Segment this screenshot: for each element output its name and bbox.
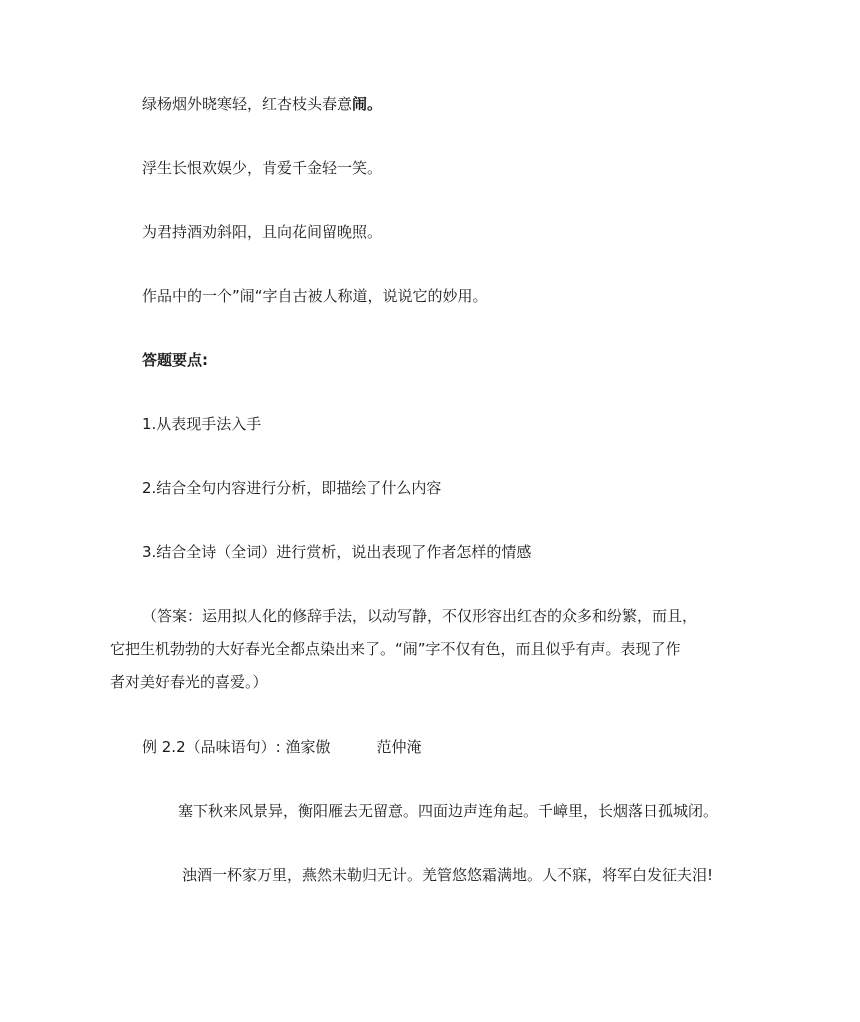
example-heading bbox=[142, 737, 421, 757]
poem-line-2: 浮生长恨欢娱少，肯爱千金轻一笑。 bbox=[142, 159, 383, 177]
poem-line-1-emphasis: 闹。 bbox=[352, 95, 383, 113]
example-poem-line-1: 塞下秋来风景异，衡阳雁去无留意。四面边声连角起。千嶂里，长烟落日孤城闭。 bbox=[178, 802, 719, 820]
answer-line-2: 它把生机勃勃的大好春光全都点染出来了。“闹”字不仅有色，而且似乎有声。表现了作 bbox=[110, 640, 681, 658]
poem-line-1 bbox=[142, 94, 382, 114]
example-poem-line-2: 浊酒一杯家万里，燕然未勒归无计。羌管悠悠霜满地。人不寐，将军白发征夫泪! bbox=[182, 866, 714, 884]
example-label: 例 2.2（品味语句）: 渔家傲 bbox=[142, 738, 331, 756]
answer-line-3: 者对美好春光的喜爱。） bbox=[110, 673, 268, 691]
question-text: 作品中的一个”闹“字自古被人称道，说说它的妙用。 bbox=[142, 287, 488, 305]
example-author: 范仲淹 bbox=[376, 738, 422, 756]
answer-point-2: 2.结合全句内容进行分析，即描绘了什么内容 bbox=[142, 479, 442, 497]
answer-point-3: 3.结合全诗（全词）进行赏析，说出表现了作者怎样的情感 bbox=[142, 543, 532, 561]
answer-line-1: （答案：运用拟人化的修辞手法，以动写静，不仅形容出红杏的众多和纷繁，而且， bbox=[142, 607, 698, 625]
answer-points-heading: 答题要点: bbox=[142, 351, 208, 369]
poem-line-3: 为君持酒劝斜阳，且向花间留晚照。 bbox=[142, 223, 383, 241]
answer-point-1: 1.从表现手法入手 bbox=[142, 415, 262, 433]
poem-line-1-text: 绿杨烟外晓寒轻，红杏枝头春意 bbox=[142, 95, 353, 113]
